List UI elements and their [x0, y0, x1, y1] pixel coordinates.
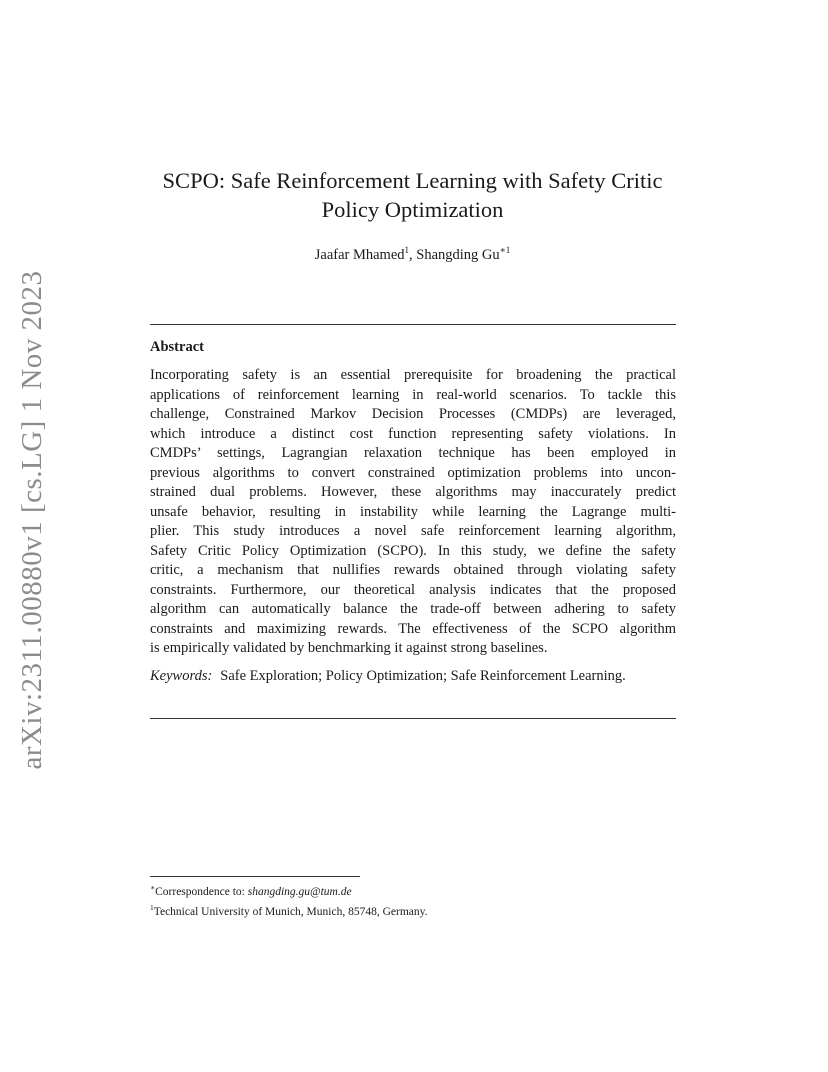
- abstract-line: is empirically validated by benchmarking it against strong baselines.: [150, 640, 548, 656]
- abstract-line: Safety Critic Policy Optimization (SCPO). In this study, we define the safety: [150, 542, 676, 559]
- affiliation-footnote: [150, 900, 428, 920]
- keywords-text: Safe Exploration; Policy Optimization; Safe Reinforcement Learning.: [220, 668, 626, 684]
- paper-title: [120, 166, 705, 224]
- affiliation-text: Technical University of Munich, Munich, 85748, Germany.: [153, 906, 428, 919]
- abstract-line: previous algorithms to convert constrained optimization problems into uncon-: [150, 464, 676, 481]
- abstract-line: plier. This study introduces a novel safe reinforcement learning algorithm,: [150, 523, 676, 539]
- abstract-line: applications of reinforcement learning in real-world scenarios. To tackle this: [150, 386, 676, 403]
- author-name: Jaafar Mhamed: [314, 246, 405, 263]
- keywords-label: Keywords:: [150, 668, 213, 684]
- paper-title-line-1: SCPO: Safe Reinforcement Learning with Safety Critic: [162, 168, 663, 193]
- correspondence-email[interactable]: shangding.gu@tum.de: [247, 885, 352, 898]
- abstract-line: constraints. Furthermore, our theoretical analysis indicates that the proposed: [150, 581, 676, 598]
- author-name: Shangding Gu: [416, 246, 500, 263]
- arxiv-identifier-stamp: arXiv:2311.00880v1 [cs.LG] 1 Nov 2023: [16, 270, 48, 770]
- abstract-bottom-rule: [150, 718, 676, 719]
- footnote-mark: ∗: [150, 883, 156, 892]
- abstract-line: constraints and maximizing rewards. The effectiveness of the SCPO algorithm: [150, 620, 676, 637]
- correspondence-label: Correspondence to:: [155, 885, 248, 898]
- abstract-line: unsafe behavior, resulting in instability while learning the Lagrange multi-: [150, 503, 676, 520]
- footnote-rule: [150, 876, 360, 877]
- abstract-line: algorithm can automatically balance the trade-off between adhering to safety: [150, 601, 676, 617]
- footnotes: [150, 880, 428, 921]
- abstract-top-rule: [150, 324, 676, 325]
- abstract-line: CMDPs’ settings, Lagrangian relaxation technique has been employed in: [150, 445, 676, 461]
- abstract-line: Incorporating safety is an essential prerequisite for broadening the practical: [150, 367, 676, 383]
- abstract-line: which introduce a distinct cost function representing safety violations. In: [150, 425, 676, 442]
- abstract-line: critic, a mechanism that nullifies rewards obtained through violating safety: [150, 562, 676, 578]
- footnote-mark: 1: [150, 903, 154, 913]
- author-separator: ,: [409, 246, 417, 263]
- correspondence-footnote: [150, 880, 428, 900]
- abstract-line: strained dual problems. However, these algorithms may inaccurately predict: [150, 484, 676, 500]
- affiliation-mark: ∗1: [499, 245, 511, 255]
- abstract-line: challenge, Constrained Markov Decision Processes (CMDPs) are leveraged,: [150, 406, 676, 422]
- abstract-body: [150, 366, 676, 659]
- paper-title-line-2: Policy Optimization: [321, 197, 504, 222]
- author-list: [120, 245, 705, 264]
- keywords: [150, 667, 676, 687]
- affiliation-mark: 1: [404, 245, 410, 255]
- abstract-heading: Abstract: [150, 339, 204, 355]
